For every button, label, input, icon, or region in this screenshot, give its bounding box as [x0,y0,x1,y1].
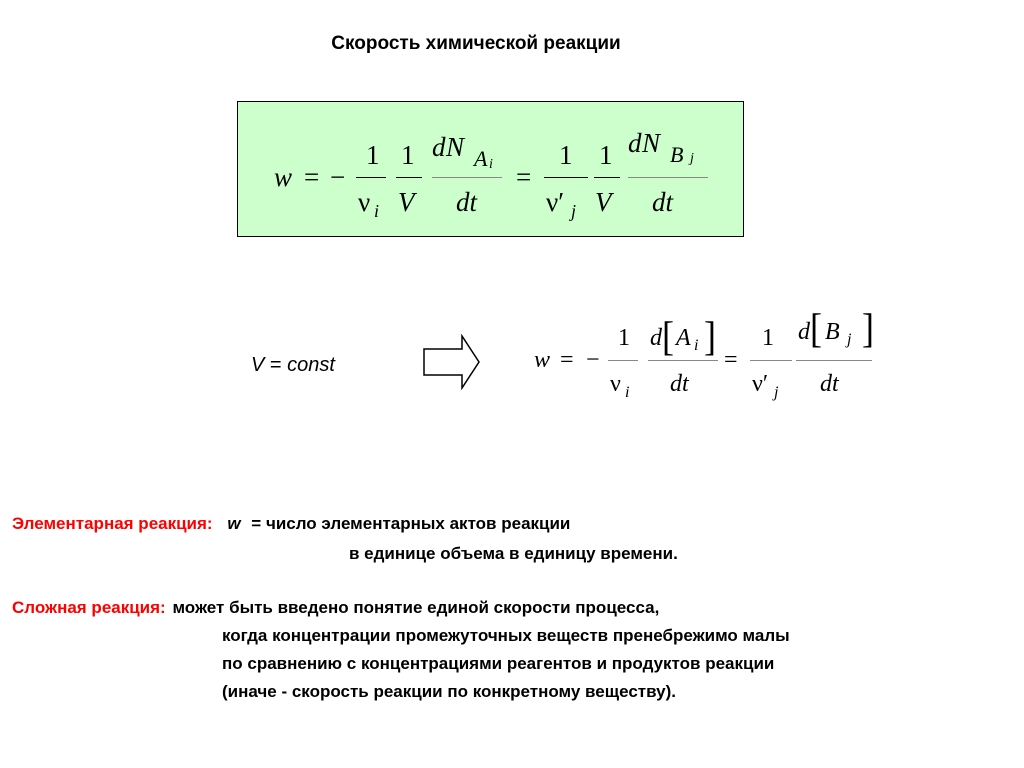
fraction-numerator-one: 1 [599,140,613,170]
block-arrow-right-icon [422,334,482,395]
fraction-bar [750,360,792,361]
fraction-bar [628,177,708,178]
dt-symbol: dt [670,371,689,397]
subscript-i: i [694,337,699,354]
slide-title: Скорость химической реакции [331,33,621,54]
subscript-i: i [489,157,493,172]
subscript-j: j [690,151,694,166]
left-bracket: [ [810,305,822,351]
N-symbol: N [642,128,661,158]
fraction-numerator-one: 1 [618,325,630,351]
fraction-numerator-one: 1 [559,140,573,170]
right-bracket: ] [704,313,716,359]
elementary-reaction-definition: = число элементарных актов реакции [251,514,571,533]
elementary-reaction-term: Элементарная реакция: [12,514,213,533]
fraction-numerator-one: 1 [366,140,380,170]
equals-sign: = [304,162,320,192]
B-symbol: B [825,319,840,345]
subscript-i: i [625,384,630,401]
w-symbol: w [534,347,551,373]
complex-reaction-line-2: когда концентрации промежуточных веществ пренебрежимо малы [222,626,790,645]
N-symbol: N [446,132,465,162]
dt-symbol: dt [652,187,674,217]
equals-sign: = [724,347,738,373]
equals-sign: = [560,347,574,373]
fraction-bar [356,177,386,178]
elementary-reaction-line-1 [12,514,570,534]
fraction-bar [396,177,422,178]
minus-sign: − [330,162,346,192]
fraction-bar [796,360,872,361]
nu-prime-symbol: ν′ [752,371,769,397]
left-bracket: [ [662,313,674,359]
d-symbol: d [650,325,662,351]
elementary-reaction-line-2: в единице объема в единицу времени. [349,544,678,563]
A-symbol: A [474,146,488,171]
d-symbol: d [798,319,810,345]
subscript-j: j [571,201,577,221]
fraction-bar [544,177,588,178]
volume-symbol: V [251,354,265,376]
complex-reaction-line-1 [12,598,659,618]
complex-reaction-definition: может быть введено понятие единой скорости процесса, [172,598,660,617]
volume-symbol: V [398,187,415,217]
right-bracket: ] [862,305,874,351]
nu-symbol: ν [358,187,371,217]
subscript-j: j [774,384,779,401]
rate-formula-concentration [530,306,880,416]
fraction-bar [608,360,638,361]
fraction-bar [594,177,620,178]
w-symbol: w [274,162,293,192]
d-symbol: d [628,128,642,158]
complex-reaction-line-4: (иначе - скорость реакции по конкретному веществу). [222,682,676,701]
minus-sign: − [586,347,600,373]
nu-symbol: ν [610,371,621,397]
equals-sign: = [264,354,288,376]
subscript-j: j [847,331,852,348]
complex-reaction-term: Сложная реакция: [12,598,166,617]
w-symbol: w [227,514,241,533]
subscript-i: i [374,201,380,221]
fraction-bar [432,177,502,178]
A-symbol: A [676,325,691,351]
nu-prime-symbol: ν′ [546,187,565,217]
fraction-numerator-one: 1 [762,325,774,351]
const-label: const [287,354,335,376]
fraction-bar [648,360,718,361]
volume-symbol: V [595,187,612,217]
d-symbol: d [432,132,446,162]
rate-formula-box [237,101,744,237]
equals-sign: = [516,162,532,192]
B-symbol: B [670,142,684,167]
fraction-numerator-one: 1 [401,140,415,170]
dt-symbol: dt [456,187,478,217]
complex-reaction-line-3: по сравнению с концентрациями реагентов и продуктов реакции [222,654,775,673]
dt-symbol: dt [820,371,839,397]
constant-volume-condition [251,354,335,377]
